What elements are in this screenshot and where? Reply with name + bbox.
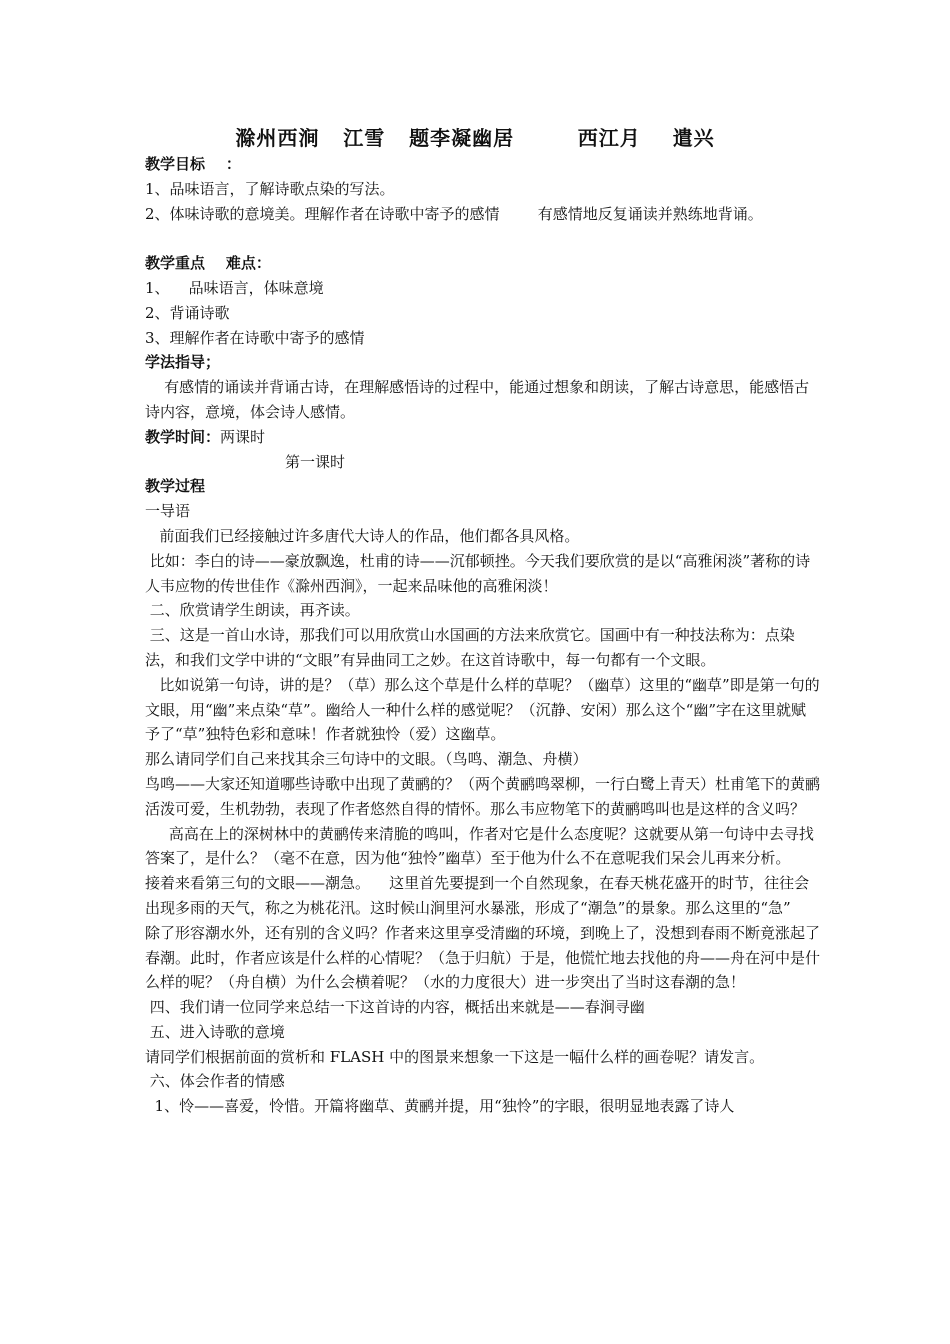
document-body [145,152,820,1119]
process-heading: 教学过程 [145,477,206,496]
document-title: 滁州西涧 江雪 题李凝幽居 西江月 遣兴 [235,126,715,150]
process-paragraph: 接着来看第三句的文眼——潮急。 这里首先要提到一个自然现象，在春天桃花盛开的时节，往往会出现多雨的天气，称之为桃花汛。这时候山涧里河水暴涨，形成了“潮急”的景象。那么这里的“急” 除了形容潮水外，还有别的含义吗？作者来这里享受清幽的环境，到晚上了，没想到春雨不断竟涨起了春潮。此时，作者应该是什么样的心情呢？（急于归航）于是，他慌忙地去找他的舟——舟在河中是什么样的呢？（舟自横）为什么会横着呢？（水的力度很大）进一步突出了当时这春潮的急！ [145,874,821,992]
process-paragraph: 那么请同学们自己来找其余三句诗中的文眼。（鸟鸣、潮急、舟横） [145,750,588,769]
keypoint-item: 2、背诵诗歌 [145,303,230,322]
teaching-time-label: 教学时间： [145,427,221,446]
keypoint-item: 3、理解作者在诗歌中寄予的感情 [145,328,365,347]
keypoints-heading: 教学重点 难点： [145,254,271,273]
method-heading: 学法指导； [145,353,221,372]
process-paragraph: 比如说第一句诗，讲的是？（草）那么这个草是什么样的草呢？（幽草）这里的“幽草”即是第一句的文眼，用“幽”来点染“草”。幽给人一种什么样的感觉呢？（沉静、安闲）那么这个“幽”字在这里就赋予了“草”独特色彩和意味！作者就独怜（爱）这幽草。 [145,675,820,744]
process-paragraph: 前面我们已经接触过许多唐代大诗人的作品，他们都各具风格。 [145,526,580,545]
process-paragraph: 一导语 [145,502,191,521]
teaching-time-value: 两课时 [220,427,266,446]
process-paragraph: 四、我们请一位同学来总结一下这首诗的内容，概括出来就是——春涧寻幽 [145,998,645,1017]
spacer [145,226,820,251]
process-paragraph: 鸟鸣——大家还知道哪些诗歌中出现了黄鹂的？（两个黄鹂鸣翠柳，一行白鹭上青天）杜甫笔下的黄鹂活泼可爱，生机勃勃，表现了作者悠然自得的情怀。那么韦应物笔下的黄鹂鸣叫也是这样的含义吗？ [145,774,821,818]
process-paragraph: 二、欣赏请学生朗读，再齐读。 [145,601,360,620]
objectives-heading: 教学目标 ： [145,155,241,173]
objective-item: 1、品味语言，了解诗歌点染的写法。 [145,179,395,198]
objective-item: 2、体味诗歌的意境美。理解作者在诗歌中寄予的感情 有感情地反复诵读并熟练地背诵。 [145,204,763,223]
process-paragraph: 高高在上的深树林中的黄鹂传来清脆的鸣叫，作者对它是什么态度呢？这就要从第一句诗中去寻找答案了，是什么？（毫不在意，因为他“独怜”幽草）至于他为什么不在意呢我们呆会儿再来分析。 [145,824,814,868]
lesson-title: 第一课时 [285,452,346,471]
process-paragraph: 六、体会作者的情感 [145,1072,285,1091]
process-paragraph: 1、怜——喜爱，怜惜。开篇将幽草、黄鹂并提，用“独怜”的字眼，很明显地表露了诗人 [145,1097,735,1116]
process-paragraph: 请同学们根据前面的赏析和 FLASH 中的图景来想象一下这是一幅什么样的画卷呢？请发言。 [145,1047,765,1066]
method-text: 有感情的诵读并背诵古诗，在理解感悟诗的过程中，能通过想象和朗读，了解古诗意思，能感悟古诗内容，意境，体会诗人感情。 [145,378,810,421]
process-paragraph: 三、这是一首山水诗，那我们可以用欣赏山水国画的方法来欣赏它。国画中有一种技法称为：点染法，和我们文学中讲的“文眼”有异曲同工之妙。在这首诗歌中，每一句都有一个文眼。 [145,626,795,669]
process-paragraph: 比如：李白的诗——豪放飘逸，杜甫的诗——沉郁顿挫。今天我们要欣赏的是以“高雅闲淡”著称的诗人韦应物的传世佳作《滁州西涧》，一起来品味他的高雅闲淡！ [145,551,811,595]
keypoint-item: 1、 品味语言，体味意境 [145,278,324,297]
teaching-time [145,425,820,450]
process-paragraph: 五、进入诗歌的意境 [145,1022,285,1041]
